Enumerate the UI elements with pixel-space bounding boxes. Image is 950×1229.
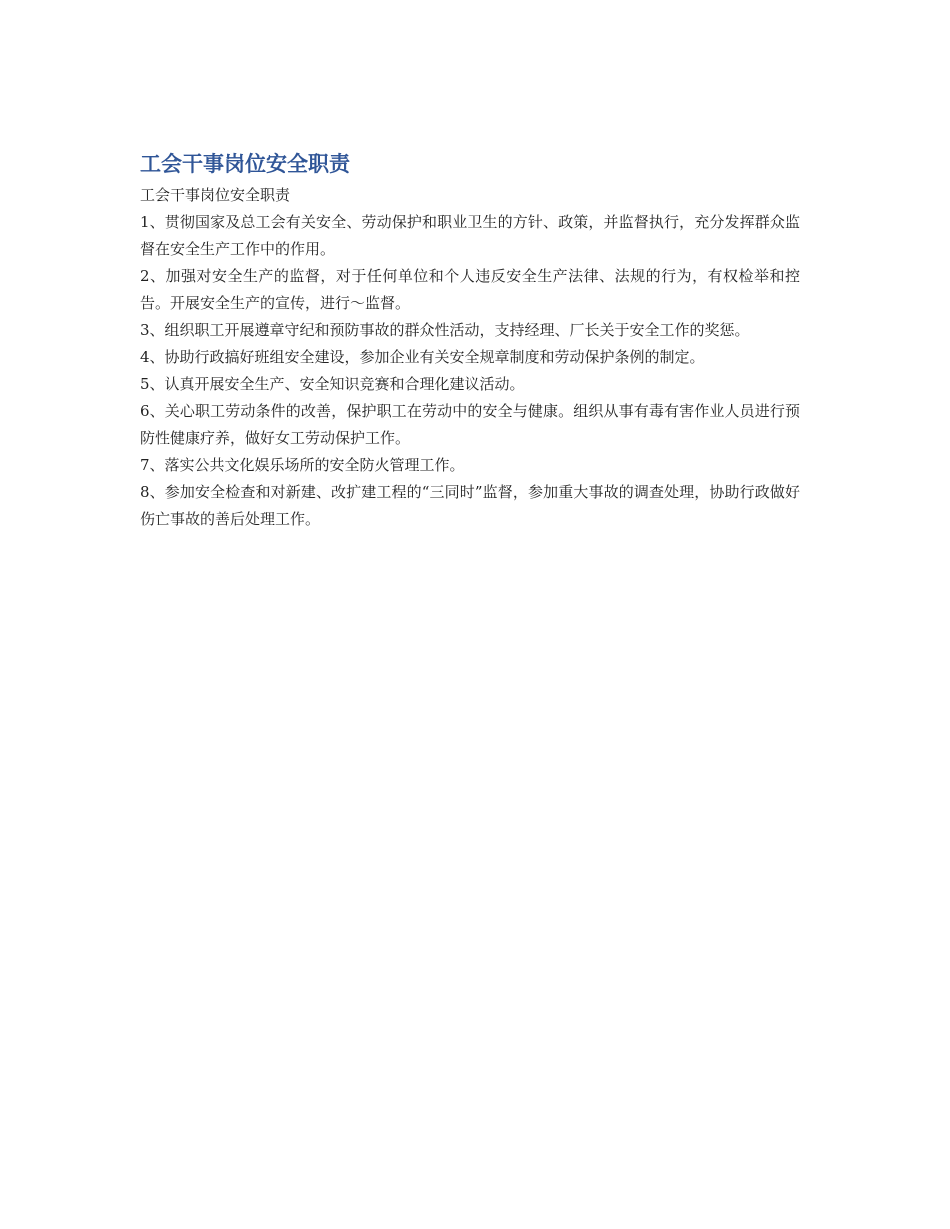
document-title: 工会干事岗位安全职责 xyxy=(140,152,350,176)
paragraph-1: 1、贯彻国家及总工会有关安全、劳动保护和职业卫生的方针、政策，并监督执行，充分发挥群众监督在安全生产工作中的作用。 xyxy=(140,213,800,258)
paragraph-4: 4、协助行政搞好班组安全建设，参加企业有关安全规章制度和劳动保护条例的制定。 xyxy=(140,348,705,366)
paragraph-8: 8、参加安全检查和对新建、改扩建工程的“三同时”监督，参加重大事故的调查处理，协助行政做好伤亡事故的善后处理工作。 xyxy=(140,483,800,528)
document-subtitle: 工会干事岗位安全职责 xyxy=(140,186,291,204)
paragraph-6: 6、关心职工劳动条件的改善，保护职工在劳动中的安全与健康。组织从事有毒有害作业人员进行预防性健康疗养，做好女工劳动保护工作。 xyxy=(140,402,800,447)
paragraph-5: 5、认真开展安全生产、安全知识竞赛和合理化建议活动。 xyxy=(140,375,525,393)
document-content xyxy=(140,148,800,533)
paragraph-7: 7、落实公共文化娱乐场所的安全防火管理工作。 xyxy=(140,456,465,474)
paragraph-2: 2、加强对安全生产的监督，对于任何单位和个人违反安全生产法律、法规的行为，有权检举和控告。开展安全生产的宣传，进行～监督。 xyxy=(140,267,800,312)
paragraph-3: 3、组织职工开展遵章守纪和预防事故的群众性活动，支持经理、厂长关于安全工作的奖惩。 xyxy=(140,321,750,339)
